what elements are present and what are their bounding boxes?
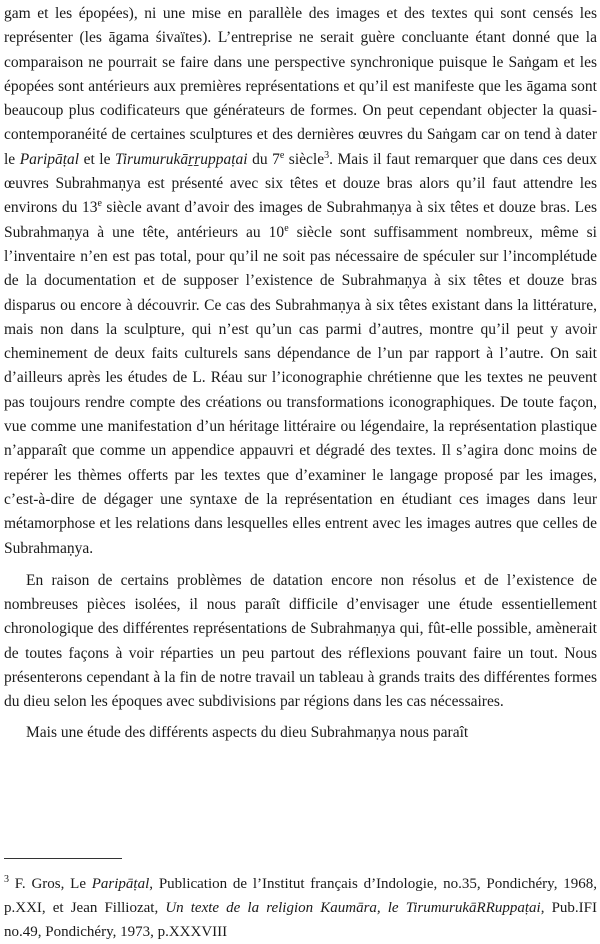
- text-run: siècle: [284, 150, 325, 168]
- text-run: F. Gros, Le: [9, 876, 92, 892]
- text-run: , Pub.IFI no.49, Pondichéry, 1973, p.XXXVIII: [4, 900, 597, 940]
- text-run: En raison de certains problèmes de datation encore non résolus et de l’existence de nombreuses pièces isolées, il nous paraît difficile d’envisager une étude essentiellement chronologique des différentes représentations de Subrahmaṇya qui, fût-elle possible, amènerait de toutes façons à voir réparties un peu partout des réflexions pouvant faire un tout. Nous présenterons cependant à la fin de notre travail un tableau à grands traits des différentes formes du dieu selon les époques avec subdivisions par régions dans les cas nécessaires.: [4, 571, 597, 711]
- superscript: 3: [324, 149, 330, 161]
- footnote-number: 3: [4, 874, 9, 885]
- text-run: et le: [79, 150, 115, 168]
- footnote-divider: [4, 858, 122, 859]
- paragraph-continued: [4, 2, 597, 561]
- body-text: [4, 2, 597, 745]
- text-run: Mais une étude des différents aspects du dieu Subrahmaṇya nous paraît: [26, 723, 469, 741]
- italic-title: Tirumurukāṟṟuppaṭai: [114, 150, 248, 168]
- superscript: e: [284, 222, 289, 234]
- italic-title: Un texte de la religion Kaumāra, le TirumurukāRRuppaṭai: [165, 900, 541, 916]
- text-run: , Publication de l’Institut français d’Indologie, no.35, Pondichéry, 1968, p.XXI, et Jean Filliozat,: [4, 876, 597, 916]
- footnote-text: [4, 876, 597, 940]
- superscript: e: [97, 198, 102, 210]
- paragraph-datation: [4, 569, 597, 715]
- footnote-3: [4, 872, 597, 944]
- text-run: gam et les épopées), ni une mise en parallèle des images et des textes qui sont censés les représenter (les āgama śivaïtes). L’entreprise ne serait guère concluante étant donné que la comparaison ne pourrait se faire dans une perspective synchronique puisque le Saṅgam et les épopées sont antérieurs aux premières représentations et qu’il est manifeste que les āgama sont beaucoup plus codificateurs que générateurs de formes. On peut cependant objecter la quasi-contemporanéité de certaines sculptures et des dernières œuvres du Saṅgam car on tend à dater le: [4, 5, 597, 168]
- paragraph-aspects: [4, 721, 597, 745]
- text-run: . Mais il faut remarquer que dans ces deux œuvres Subrahmaṇya est présenté avec six têtes et douze bras alors qu’il faut attendre les environs du 13: [4, 150, 598, 217]
- text-run: siècle avant d’avoir des images de Subrahmaṇya à six têtes et douze bras. Les Subrahmaṇya à une tête, antérieurs au 10: [4, 199, 597, 241]
- text-run: du 7: [247, 150, 280, 168]
- italic-title: Paripāṭal: [91, 876, 150, 892]
- superscript: e: [279, 149, 285, 161]
- text-run: siècle sont suffisamment nombreux, même si l’inventaire n’en est pas total, pour qu’il ne soit pas nécessaire de spéculer sur l’incomplétude de la documentation et de supposer l’existence de Subrahmaṇya à six têtes et douze bras disparus ou encore à découvrir. Ce cas des Subrahmaṇya à six têtes existant dans la littérature, mais non dans la sculpture, qui n’est qu’un cas parmi d’autres, montre qu’il peut y avoir cheminement de deux faits culturels sans dépendance de l’un par rapport à l’autre. On sait d’ailleurs après les études de L. Réau sur l’iconographie chrétienne que les textes ne peuvent pas toujours rendre compte des créations ou transformations iconographiques. De toute façon, vue comme une manifestation d’un héritage littéraire ou légendaire, la représentation plastique n’apparaît que comme un appendice appauvri et dégradé des textes. Il s’agira donc moins de repérer les thèmes offerts par les textes que d’examiner le langage proposé par les images, c’est-à-dire de dégager une syntaxe de la représentation en étudiant ces images dans leur métamorphose et les relations dans lesquelles elles entrent avec les images autres que celles de Subrahmaṇya.: [4, 223, 597, 557]
- italic-title: Paripāṭal: [19, 150, 80, 168]
